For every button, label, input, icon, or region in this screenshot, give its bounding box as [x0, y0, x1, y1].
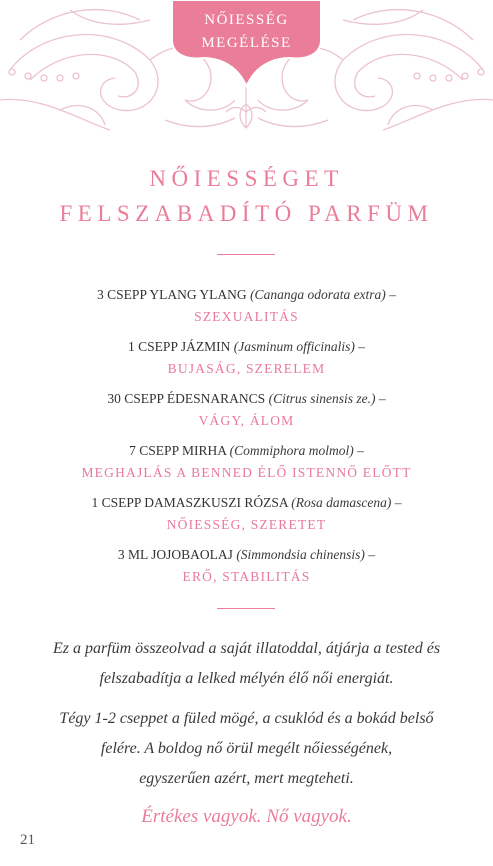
ingredient-meaning: MEGHAJLÁS A BENNED ÉLŐ ISTENNŐ ELŐTT — [81, 465, 412, 480]
ingredient-name: 7 CSEPP MIRHA — [129, 443, 227, 458]
ingredient-latin: (Commiphora molmol) — [229, 443, 354, 458]
closing-line: Értékes vagyok. Nő vagyok. — [141, 806, 352, 827]
body-line: Tégy 1-2 cseppet a füled mögé, a csuklód és a bokád belső — [59, 710, 434, 727]
ingredient-meaning: SZEXUALITÁS — [194, 309, 299, 324]
ingredient-latin: (Rosa damascena) — [291, 495, 392, 510]
ingredient-item — [0, 440, 493, 484]
ingredient-name: 3 CSEPP YLANG YLANG — [97, 287, 247, 302]
body-line: Ez a parfüm összeolvad a saját illatoddal, átjárja a tested és — [52, 640, 441, 657]
ingredient-latin: (Cananga odorata extra) — [250, 287, 386, 302]
ingredient-separator: – — [389, 287, 396, 302]
ingredient-item — [0, 544, 493, 588]
ingredient-separator: – — [358, 339, 365, 354]
body-paragraph-2 — [20, 704, 473, 794]
ingredient-separator: – — [378, 391, 386, 406]
divider-top — [217, 254, 275, 255]
ingredient-name: 1 CSEPP DAMASZKUSZI RÓZSA — [91, 495, 288, 510]
badge-line-2: MEGÉLÉSE — [201, 35, 292, 51]
title-line-1: NŐIESSÉGET — [149, 166, 344, 191]
ingredient-item — [0, 492, 493, 536]
ingredient-item — [0, 388, 493, 432]
body-line: egyszerűen azért, mert megteheti. — [139, 770, 354, 787]
ingredient-separator: – — [368, 547, 376, 562]
ingredient-separator: – — [394, 495, 402, 510]
ingredient-meaning: BUJASÁG, SZERELEM — [167, 361, 326, 376]
ingredient-item — [0, 284, 493, 328]
ingredient-latin: (Simmondsia chinensis) — [236, 547, 365, 562]
ingredient-meaning: ERŐ, STABILITÁS — [182, 569, 311, 584]
ingredient-latin: (Citrus sinensis ze.) — [268, 391, 376, 406]
divider-bottom — [217, 608, 275, 609]
body-line: felére. A boldog nő örül megélt nőiességének, — [100, 740, 393, 757]
ingredient-separator: – — [357, 443, 364, 458]
badge-line-1: NŐIESSÉG — [204, 12, 289, 28]
ingredient-latin: (Jasminum officinalis) — [233, 339, 355, 354]
ingredient-name: 30 CSEPP ÉDESNARANCS — [107, 391, 266, 406]
page-number: 21 — [20, 832, 35, 848]
ingredient-item — [0, 336, 493, 380]
ingredient-meaning: VÁGY, ÁLOM — [198, 413, 295, 428]
title-line-2: FELSZABADÍTÓ PARFÜM — [59, 201, 434, 226]
body-paragraph-1 — [20, 634, 473, 694]
body-line: felszabadítja a lelked mélyén élő női energiát. — [99, 670, 394, 687]
ingredient-meaning: NŐIESSÉG, SZERETET — [166, 517, 327, 532]
ingredient-name: 1 CSEPP JÁZMIN — [128, 339, 231, 354]
ingredient-name: 3 ML JOJOBAOLAJ — [117, 547, 233, 562]
